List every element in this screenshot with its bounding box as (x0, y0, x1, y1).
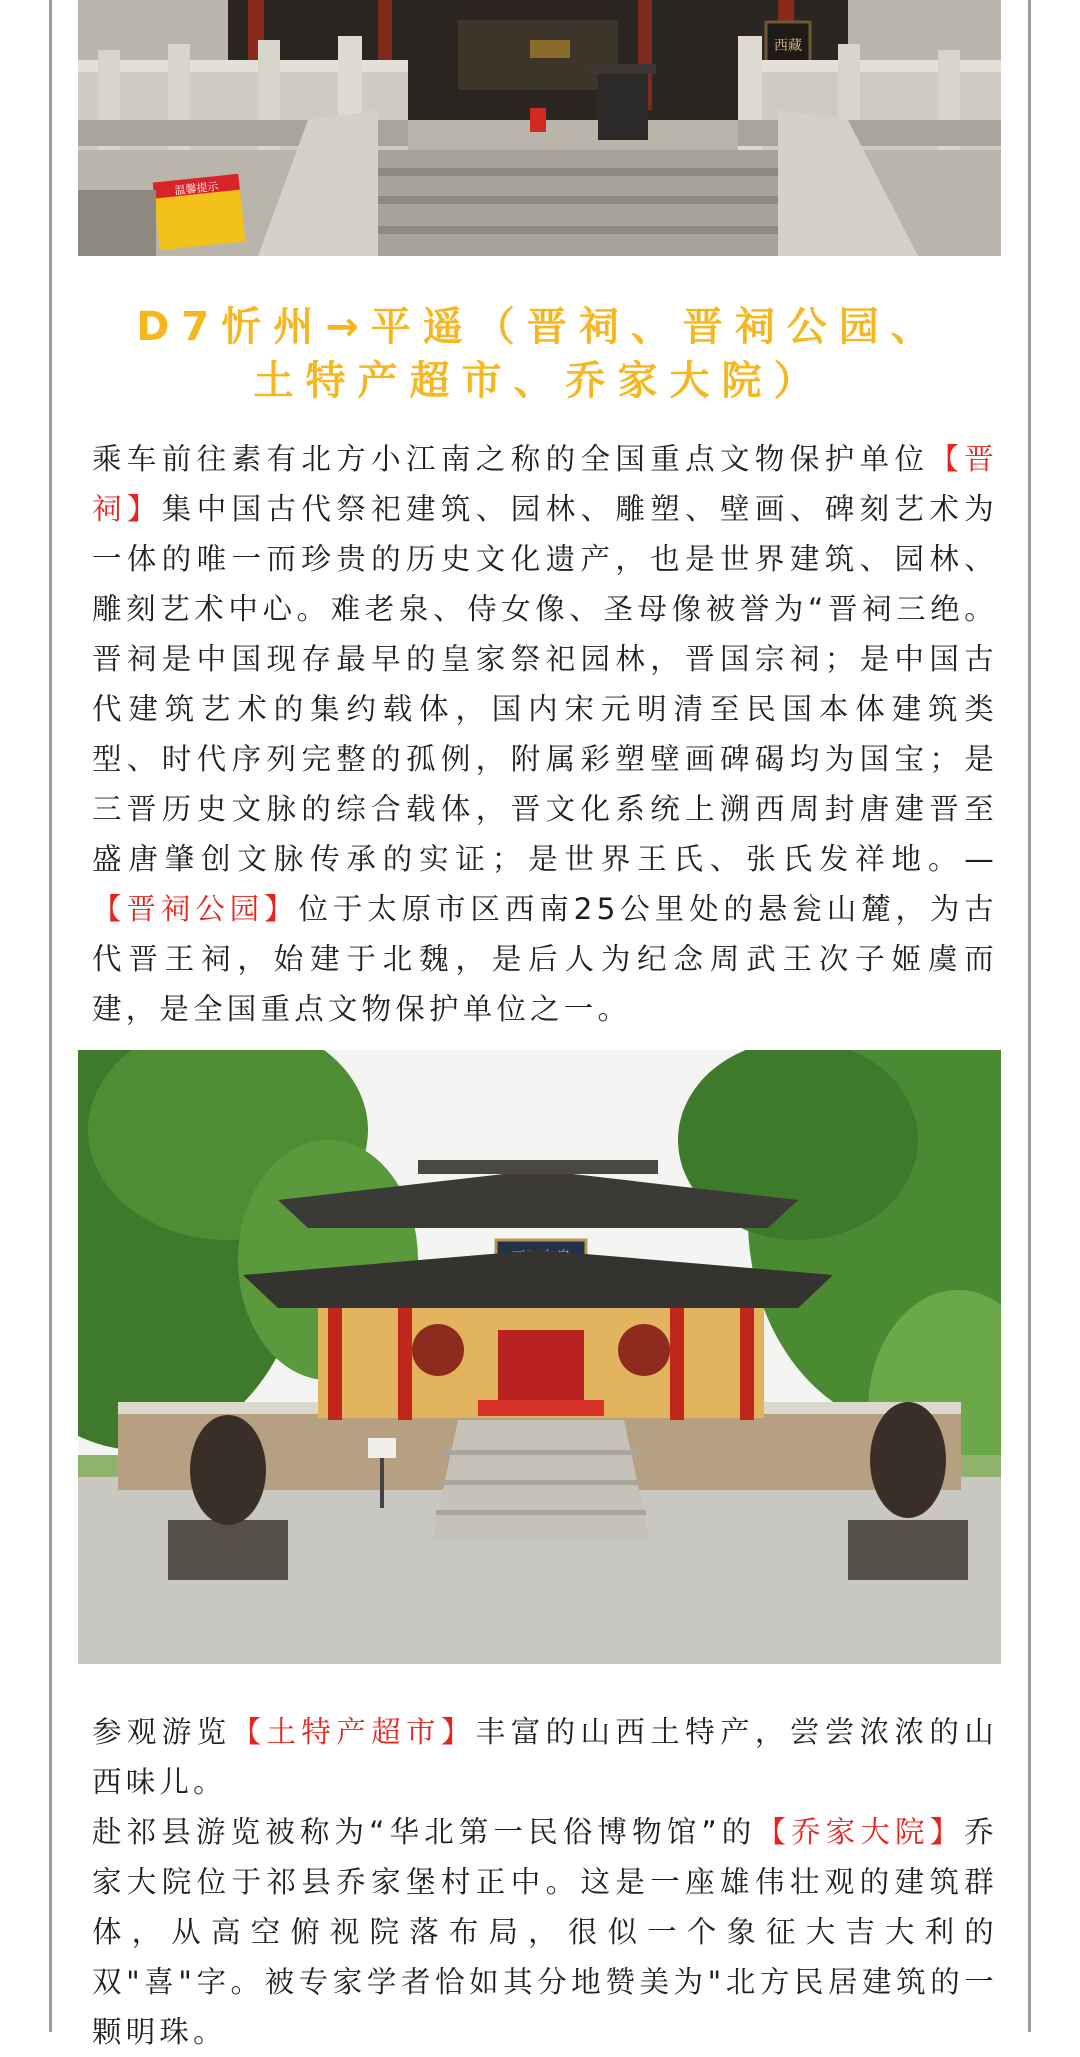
jinci-body-text: 集中国古代祭祀建筑、园林、雕塑、壁画、碑刻艺术为一体的唯一而珍贵的历史文化遗产，也是世界建筑、园林、雕刻艺术中心。难老泉、侍女像、圣母像被誉为“晋祠三绝。晋祠是中国现存最早的皇家祭祀园林，晋国宗祠；是中国古代建筑艺术的集约载体，国内宋元明清至民国本体建筑类型、时代序列完整的孤例，附属彩塑壁画碑碣均为国宝；是三晋历史文脉的综合载体，晋文化系统上溯西周封唐建晋至盛唐肇创文脉传承的实证；是世界王氏、张氏发祥地。— (92, 492, 998, 876)
supermarket-qiao-description (92, 1707, 998, 2057)
supermarket-intro-text: 参观游览 (92, 1715, 232, 1749)
jinci-intro-text: 乘车前往素有北方小江南之称的全国重点文物保护单位 (92, 442, 930, 476)
notice-sign-text: 温馨提示 (173, 179, 220, 198)
temple-steps-photo (78, 0, 1001, 256)
frame-left-border (49, 0, 52, 2032)
temple-steps-illustration (78, 0, 1001, 256)
day-heading (78, 300, 1001, 408)
jinci-description (92, 434, 998, 1034)
day-heading-line-2: 土特产超市、乔家大院） (253, 358, 826, 404)
jinci-park-highlight: 【晋祠公园】 (92, 892, 299, 926)
qiao-intro-text: 赴祁县游览被称为“华北第一民俗博物馆”的 (92, 1815, 757, 1849)
hall-plaque-text: 西藏 (774, 38, 802, 54)
jinci-highlight: 【晋祠】 (92, 442, 998, 526)
frame-right-border (1028, 0, 1031, 2032)
qiao-body-text: 乔家大院位于祁县乔家堡村正中。这是一座雄伟壮观的建筑群体，从高空俯视院落布局，很似一个象征大吉大利的双"喜"字。被专家学者恰如其分地赞美为"北方民居建筑的一颗明珠。 (92, 1815, 998, 2049)
supermarket-body-text: 丰富的山西土特产，尝尝浓浓的山西味儿。 (92, 1715, 998, 1799)
supermarket-highlight: 【土特产超市】 (231, 1715, 476, 1749)
pavilion-illustration (78, 1050, 1001, 1664)
pavilion-photo (78, 1050, 1001, 1664)
day-heading-line-1: D7忻州→平遥（晋祠、晋祠公园、 (136, 304, 943, 350)
qiao-compound-highlight: 【乔家大院】 (756, 1815, 965, 1849)
jinci-park-text: 位于太原市区西南25公里处的悬瓮山麓，为古代晋王祠，始建于北魏，是后人为纪念周武王次子姬虞而建，是全国重点文物保护单位之一。 (92, 892, 998, 1026)
